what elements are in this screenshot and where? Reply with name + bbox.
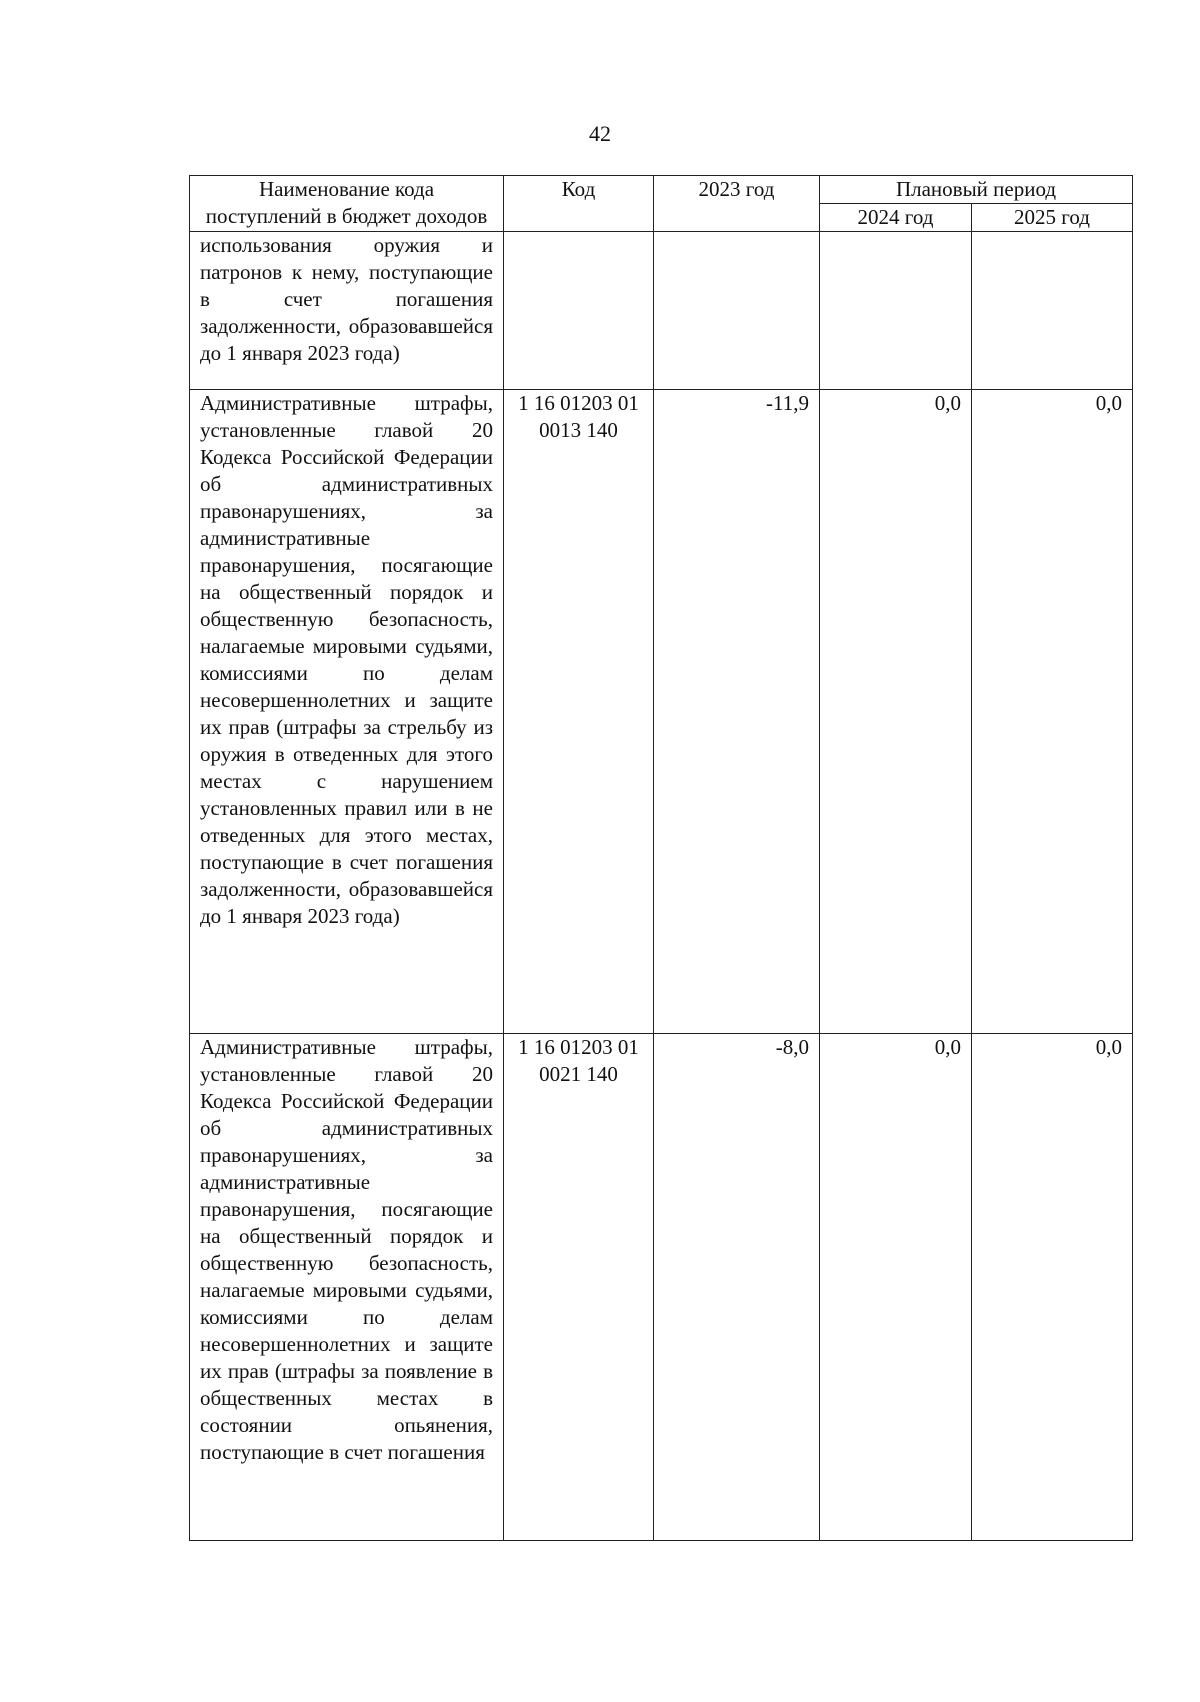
row-value-2024 <box>820 232 972 390</box>
table-row <box>190 390 1133 1034</box>
row-value-2023 <box>654 232 820 390</box>
page-number: 42 <box>589 121 611 146</box>
row-code: 1 16 01203 01 0021 140 <box>504 1034 654 1541</box>
row-value-2023: -8,0 <box>654 1034 820 1541</box>
row-code: 1 16 01203 01 0013 140 <box>504 390 654 1034</box>
header-planned-period: Плановый период <box>820 176 1133 204</box>
row-name: использования оружия и патронов к нему, поступающие в счет погашения задолженности, образовавшейся до 1 января 2023 года) <box>190 232 504 390</box>
row-code <box>504 232 654 390</box>
header-code: Код <box>504 176 654 232</box>
row-value-2023: -11,9 <box>654 390 820 1034</box>
table-row <box>190 232 1133 390</box>
row-value-2024: 0,0 <box>820 390 972 1034</box>
header-2023: 2023 год <box>654 176 820 232</box>
row-value-2025: 0,0 <box>972 1034 1133 1541</box>
row-name: Административные штрафы, установленные главой 20 Кодекса Российской Федерации об административных правонарушениях, за административные правонарушения, посягающие на общественный порядок и общественную безопасность, налагаемые мировыми судьями, комиссиями по делам несовершеннолетних и защите их прав (штрафы за появление в общественных местах в состоянии опьянения, поступающие в счет погашения <box>190 1034 504 1541</box>
budget-revenue-table <box>189 175 1133 1541</box>
header-name: Наименование кода поступлений в бюджет доходов <box>190 176 504 232</box>
table-header-row <box>190 176 1133 204</box>
row-value-2025: 0,0 <box>972 390 1133 1034</box>
row-value-2025 <box>972 232 1133 390</box>
table-row <box>190 1034 1133 1541</box>
header-2024: 2024 год <box>820 204 972 232</box>
row-name: Административные штрафы, установленные главой 20 Кодекса Российской Федерации об административных правонарушениях, за административные правонарушения, посягающие на общественный порядок и общественную безопасность, налагаемые мировыми судьями, комиссиями по делам несовершеннолетних и защите их прав (штрафы за стрельбу из оружия в отведенных для этого местах с нарушением установленных правил или в не отведенных для этого местах, поступающие в счет погашения задолженности, образовавшейся до 1 января 2023 года) <box>190 390 504 1034</box>
row-value-2024: 0,0 <box>820 1034 972 1541</box>
header-2025: 2025 год <box>972 204 1133 232</box>
